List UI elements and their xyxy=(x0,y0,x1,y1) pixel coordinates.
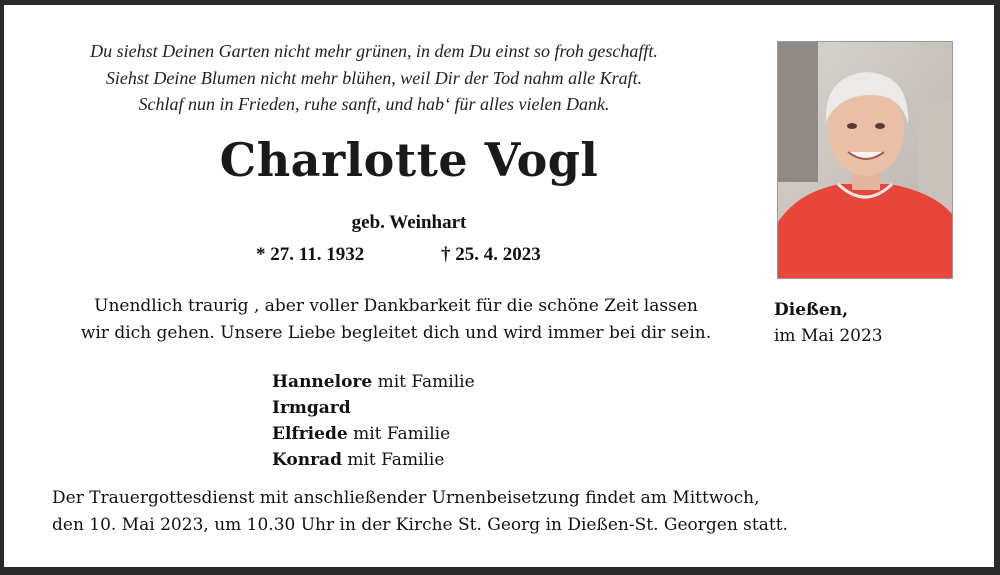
obituary-notice xyxy=(4,5,994,567)
message-line: wir dich gehen. Unsere Liebe begleitet dich und wird immer bei dir sein. xyxy=(80,322,712,343)
portrait-image xyxy=(778,42,952,278)
mourner-row xyxy=(272,395,475,421)
mourner-name: Elfriede xyxy=(272,424,348,444)
memorial-poem xyxy=(34,38,714,118)
poem-line: Siehst Deine Blumen nicht mehr blühen, weil Dir der Tod nahm alle Kraft. xyxy=(105,67,643,88)
mourner-suffix: mit Familie xyxy=(341,450,445,470)
poem-line: Schlaf nun in Frieden, ruhe sanft, und hab‘ für alles vielen Dank. xyxy=(138,94,610,114)
portrait-photo xyxy=(777,41,953,279)
deceased-name: Charlotte Vogl xyxy=(219,133,599,187)
mourner-name: Konrad xyxy=(272,450,342,470)
maiden-name: geb. Weinhart xyxy=(351,212,467,233)
mourners-list xyxy=(272,369,475,473)
birth-date: * 27. 11. 1932 xyxy=(256,244,365,265)
mourner-row xyxy=(272,369,475,395)
mourner-row xyxy=(272,447,475,473)
place-name: Dießen, xyxy=(774,300,849,320)
mourner-suffix: mit Familie xyxy=(347,424,451,444)
death-date: † 25. 4. 2023 xyxy=(441,244,541,265)
mourner-suffix: mit Familie xyxy=(372,372,475,392)
poem-line: Du siehst Deinen Garten nicht mehr grünen, in dem Du einst so froh geschafft. xyxy=(90,41,658,61)
mourner-row xyxy=(272,421,475,447)
service-line: Der Trauergottesdienst mit anschließender Urnenbeisetzung findet am Mittwoch, xyxy=(52,488,760,508)
mourner-name: Irmgard xyxy=(272,398,351,418)
mourner-name: Hannelore xyxy=(272,372,373,392)
month-year: im Mai 2023 xyxy=(774,326,883,346)
message-line: Unendlich traurig , aber voller Dankbarkeit für die schöne Zeit lassen xyxy=(94,296,698,316)
service-line: den 10. Mai 2023, um 10.30 Uhr in der Kirche St. Georg in Dießen-St. Georgen statt. xyxy=(52,515,788,535)
funeral-service-info xyxy=(52,485,788,539)
farewell-message xyxy=(52,293,740,346)
place-date-block xyxy=(774,297,883,349)
